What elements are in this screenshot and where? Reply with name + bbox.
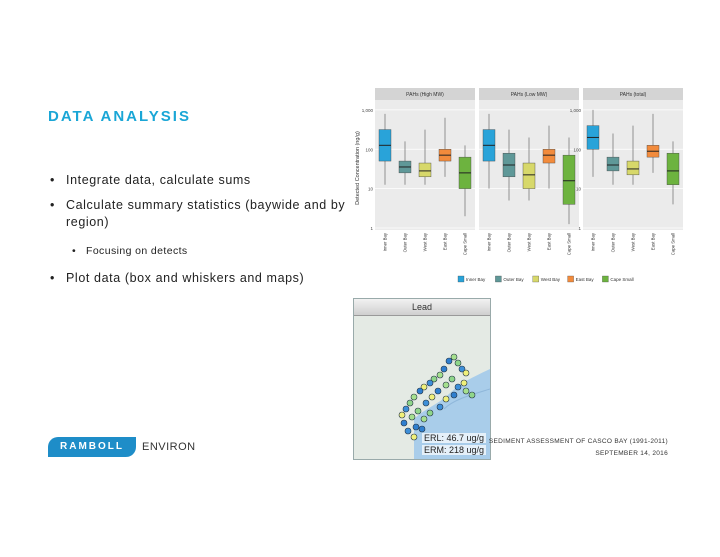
sub-bullet-item: • Focusing on detects [48,243,348,260]
box [419,163,431,177]
sample-point [437,404,443,410]
y-tick-label: 10 [575,186,581,192]
sample-point [399,412,405,418]
x-tick-label: Inner Bay [382,233,388,252]
logo-mark: RAMBOLL [48,437,136,457]
y-tick-label: 1 [370,226,373,231]
sample-point [455,360,461,366]
legend-label: Cape Small [610,277,634,282]
sample-point [401,420,407,426]
sample-point [463,388,469,394]
box [523,163,535,189]
x-tick-label: Outer Bay [506,233,512,253]
x-tick-label: Outer Bay [610,233,616,253]
sample-point [449,376,455,382]
legend-label: Inner Bay [466,277,486,282]
x-tick-label: West Bay [630,233,636,252]
bullet-item: • Integrate data, calculate sums [48,172,348,189]
sample-point [461,380,467,386]
sample-point [423,400,429,406]
erl-label: ERL: 46.7 ug/g [424,433,485,443]
legend-swatch [495,276,501,282]
erm-label: ERM: 218 ug/g [424,445,485,455]
panel-title: PAHs (Low MW) [510,92,548,98]
sample-point [417,388,423,394]
sample-point [443,382,449,388]
legend-swatch [568,276,574,282]
x-tick-label: Cape Small [462,233,468,256]
sample-point [429,394,435,400]
x-tick-label: Cape Small [670,233,676,256]
x-tick-label: East Bay [546,233,552,251]
legend-swatch [458,276,464,282]
box [563,155,575,204]
sample-point [405,428,411,434]
box [627,161,639,175]
sample-point [409,414,415,420]
sample-point [407,400,413,406]
sample-point [427,380,433,386]
x-tick-label: Outer Bay [402,233,408,253]
footer-title: SEDIMENT ASSESSMENT OF CASCO BAY (1991-2011) [488,438,668,445]
x-tick-label: Inner Bay [590,233,596,252]
panel-title: PAHs (High MW) [406,92,444,98]
sample-point [419,426,425,432]
map-title: Lead [354,299,490,316]
box-plot-chart [353,80,683,290]
sample-point [451,354,457,360]
legend-swatch [533,276,539,282]
legend-swatch [602,276,608,282]
sample-point [469,392,475,398]
sample-point [421,416,427,422]
x-tick-label: East Bay [442,233,448,251]
sample-point [446,358,452,364]
y-tick-label: 1 [578,226,581,231]
sample-point [403,406,409,412]
x-tick-label: Cape Small [566,233,572,256]
x-tick-label: East Bay [650,233,656,251]
x-tick-label: Inner Bay [486,233,492,252]
box-plot-svg [353,80,683,290]
y-tick-label: 1,000 [569,107,581,113]
sample-point [435,388,441,394]
company-logo [48,437,196,457]
lead-map [353,298,491,460]
sample-point [451,392,457,398]
bullet-item: • Plot data (box and whiskers and maps) [48,270,348,287]
x-tick-label: West Bay [422,233,428,252]
y-tick-label: 100 [573,147,581,153]
sample-point [441,366,447,372]
sample-point [427,410,433,416]
sample-point [437,372,443,378]
panel-title: PAHs (total) [619,92,647,98]
box [667,153,679,185]
box [607,157,619,171]
legend-label: Outer Bay [503,277,524,282]
sample-point [415,408,421,414]
legend-label: East Bay [575,277,594,282]
y-axis-label: Detected Concentration (ng/g) [355,131,361,205]
sample-point [411,434,417,440]
sample-point [443,396,449,402]
logo-text: ENVIRON [142,441,196,453]
sample-point [455,384,461,390]
footer-date: SEPTEMBER 14, 2016 [595,450,668,457]
y-tick-label: 1,000 [361,107,373,113]
bullet-item: • Calculate summary statistics (baywide and by region) [48,197,348,231]
bullet-list [48,172,348,287]
sample-point [411,394,417,400]
box [543,149,555,163]
y-tick-label: 10 [367,186,373,192]
x-tick-label: West Bay [526,233,532,252]
y-tick-label: 100 [365,147,373,153]
sample-point [463,370,469,376]
sample-point [413,424,419,430]
slide-title: DATA ANALYSIS [48,108,191,125]
legend-label: West Bay [540,277,560,282]
